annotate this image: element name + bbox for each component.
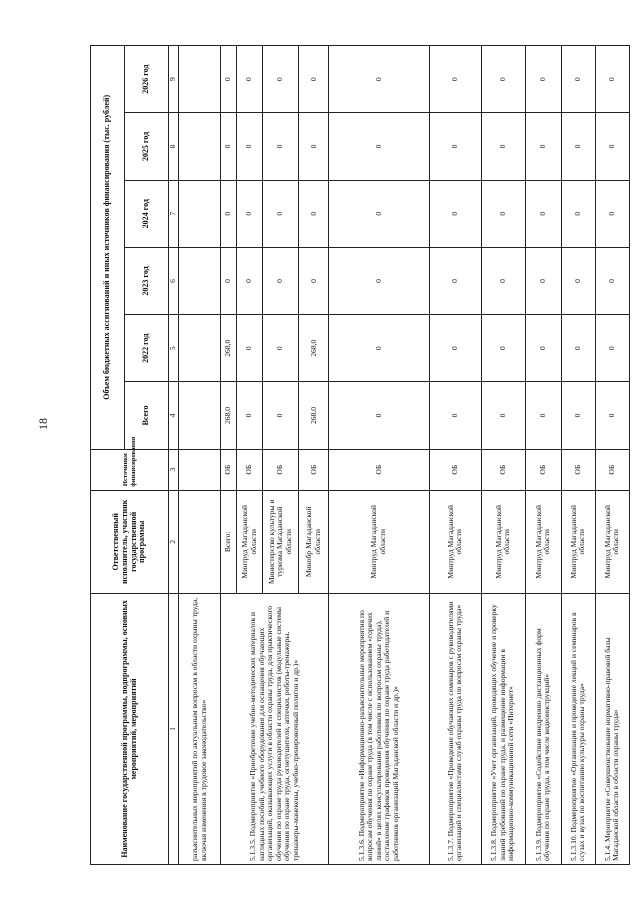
row-2025: 0 (299, 113, 329, 180)
row-executor: Минтруд Магаданской области (525, 490, 561, 593)
row-total: 0 (263, 382, 299, 449)
row-total: 268,0 (299, 382, 329, 449)
row-name: 5.1.3.7. Подмероприятие «Проведение обучающих семинаров с руководителями организаций и специалистами служб охраны труда по вопросам охраны труда» (429, 593, 481, 864)
row-executor: Всего: (221, 490, 237, 593)
table-row (179, 46, 221, 865)
row-2026: 0 (221, 46, 237, 113)
row-total: 0 (329, 382, 429, 449)
row-total (179, 382, 221, 449)
row-2024: 0 (263, 180, 299, 247)
header-source: Источники финансирования (91, 449, 169, 490)
row-total: 0 (595, 382, 629, 449)
row-total: 0 (481, 382, 525, 449)
row-source: ОБ (221, 449, 237, 490)
table-row (221, 46, 237, 865)
row-2025: 0 (525, 113, 561, 180)
row-2022: 0 (237, 315, 263, 382)
col-number: 6 (169, 247, 179, 314)
table-row (561, 46, 595, 865)
row-source (179, 449, 221, 490)
row-2023: 0 (221, 247, 237, 314)
row-2025: 0 (329, 113, 429, 180)
row-source: ОБ (429, 449, 481, 490)
row-2024: 0 (481, 180, 525, 247)
row-name: 5.1.3.6. Подмероприятие «Информационно-разъяснительные мероприятия по вопросам обучения по охране труда (в том числе с использованием «горячих линий» в целях консультирования работников по вопросам охраны труда), составление графиков проведения обучения по охране труда работодателей и работников организаций Магаданской области и др.)» (329, 593, 429, 864)
row-name: 5.1.4. Мероприятие «Совершенствование нормативно-правовой базы Магаданской области в области охраны труда» (595, 593, 629, 864)
row-2023: 0 (299, 247, 329, 314)
header-total: Всего (125, 382, 169, 449)
row-2026: 0 (429, 46, 481, 113)
col-number: 3 (169, 449, 179, 490)
row-source: ОБ (481, 449, 525, 490)
row-2024: 0 (237, 180, 263, 247)
row-source: ОБ (299, 449, 329, 490)
col-number: 1 (169, 593, 179, 864)
row-2022 (179, 315, 221, 382)
row-2024: 0 (299, 180, 329, 247)
table-row (595, 46, 629, 865)
row-2023: 0 (329, 247, 429, 314)
row-2026: 0 (329, 46, 429, 113)
header-2023: 2023 год (125, 247, 169, 314)
row-2023: 0 (237, 247, 263, 314)
header-2024: 2024 год (125, 180, 169, 247)
row-2024: 0 (561, 180, 595, 247)
page-number: 18 (36, 418, 50, 430)
row-source: ОБ (329, 449, 429, 490)
header-executor: Ответственный исполнитель, участник государственной программы (91, 490, 169, 593)
col-number: 4 (169, 382, 179, 449)
table-row (481, 46, 525, 865)
row-2022: 0 (263, 315, 299, 382)
row-2026: 0 (481, 46, 525, 113)
row-2022: 268,0 (221, 315, 237, 382)
row-2025: 0 (221, 113, 237, 180)
row-2026: 0 (263, 46, 299, 113)
row-executor: Минобр Магаданской области (299, 490, 329, 593)
header-2025: 2025 год (125, 113, 169, 180)
row-2025: 0 (481, 113, 525, 180)
row-2026: 0 (595, 46, 629, 113)
row-name: 5.1.3.8. Подмероприятие «Учет организаций, проводящих обучение и проверку знаний требований по охране труда, и размещение информации в информационно-коммуникационной сети «Интернет» (481, 593, 525, 864)
row-2025 (179, 113, 221, 180)
row-source: ОБ (237, 449, 263, 490)
row-2024: 0 (525, 180, 561, 247)
row-source: ОБ (561, 449, 595, 490)
budget-table (90, 45, 630, 865)
row-executor: Минтруд Магаданской области (595, 490, 629, 593)
header-name: Наименование государственной программы, подпрограммы, основных мероприятий, мероприятий (91, 593, 169, 864)
rotated-table-container (90, 45, 630, 865)
row-2025: 0 (429, 113, 481, 180)
table-row (429, 46, 481, 865)
row-total: 0 (237, 382, 263, 449)
row-2023: 0 (525, 247, 561, 314)
row-2022: 0 (481, 315, 525, 382)
row-name: 5.1.3.5. Подмероприятие «Приобретение учебно-методических материалов и наглядных пособий, учебного оборудования для оснащения обучающих организаций, оказывающих услуги в области охраны труда, для практического обучения по охране труда руководителей и специалистов (модульные системы обучения по охране труда, огнетушители, аптечки, роботы-тренажеры, тренажеры-манекены, учебно-тренировочный полигон и др.)» (221, 593, 329, 864)
row-2025: 0 (237, 113, 263, 180)
row-2025: 0 (595, 113, 629, 180)
row-executor: Минтруд Магаданской области (329, 490, 429, 593)
row-2022: 0 (561, 315, 595, 382)
col-number: 8 (169, 113, 179, 180)
row-2023: 0 (429, 247, 481, 314)
row-executor (179, 490, 221, 593)
row-executor: Минтруд Магаданской области (429, 490, 481, 593)
table-row (329, 46, 429, 865)
row-2022: 0 (429, 315, 481, 382)
header-volume: Объем бюджетных ассигнований и иных источников финансирования (тыс. рублей) (91, 46, 125, 450)
row-executor: Минтруд Магаданской области (561, 490, 595, 593)
row-2022: 0 (595, 315, 629, 382)
row-2026: 0 (299, 46, 329, 113)
col-number: 2 (169, 490, 179, 593)
row-2025: 0 (561, 113, 595, 180)
row-2026 (179, 46, 221, 113)
row-2023: 0 (561, 247, 595, 314)
row-2026: 0 (561, 46, 595, 113)
table-row (525, 46, 561, 865)
col-number: 9 (169, 46, 179, 113)
row-name: 5.1.3.9. Подмероприятие «Содействие внедрению дистанционных форм обучения по охране труда, в том числе видеоинструкций» (525, 593, 561, 864)
row-executor: Министерство культуры и туризма Магаданской области (263, 490, 299, 593)
row-2023: 0 (595, 247, 629, 314)
col-number: 5 (169, 315, 179, 382)
row-2024: 0 (595, 180, 629, 247)
row-total: 268,0 (221, 382, 237, 449)
row-source: ОБ (525, 449, 561, 490)
row-2026: 0 (525, 46, 561, 113)
row-2024: 0 (429, 180, 481, 247)
row-2022: 0 (329, 315, 429, 382)
row-source: ОБ (595, 449, 629, 490)
row-executor: Минтруд Магаданской области (481, 490, 525, 593)
row-name: 5.1.3.10. Подмероприятие «Организация и проведение лекций и семинаров в ссузах и вузах по воспитанию культуры охраны труда» (561, 593, 595, 864)
col-number: 7 (169, 180, 179, 247)
header-2022: 2022 год (125, 315, 169, 382)
column-numbers-row (169, 46, 179, 865)
row-total: 0 (525, 382, 561, 449)
row-executor: Минтруд Магаданской области (237, 490, 263, 593)
row-total: 0 (429, 382, 481, 449)
row-2023: 0 (481, 247, 525, 314)
row-2024 (179, 180, 221, 247)
row-2022: 268,0 (299, 315, 329, 382)
row-2023 (179, 247, 221, 314)
row-2026: 0 (237, 46, 263, 113)
row-2024: 0 (329, 180, 429, 247)
row-name: разъяснительных мероприятий по актуальным вопросам в области охраны труда, включая изменения в трудовое законодательство» (179, 593, 221, 864)
row-2023: 0 (263, 247, 299, 314)
row-source: ОБ (263, 449, 299, 490)
row-2022: 0 (525, 315, 561, 382)
row-2025: 0 (263, 113, 299, 180)
row-2024: 0 (221, 180, 237, 247)
header-2026: 2026 год (125, 46, 169, 113)
row-total: 0 (561, 382, 595, 449)
